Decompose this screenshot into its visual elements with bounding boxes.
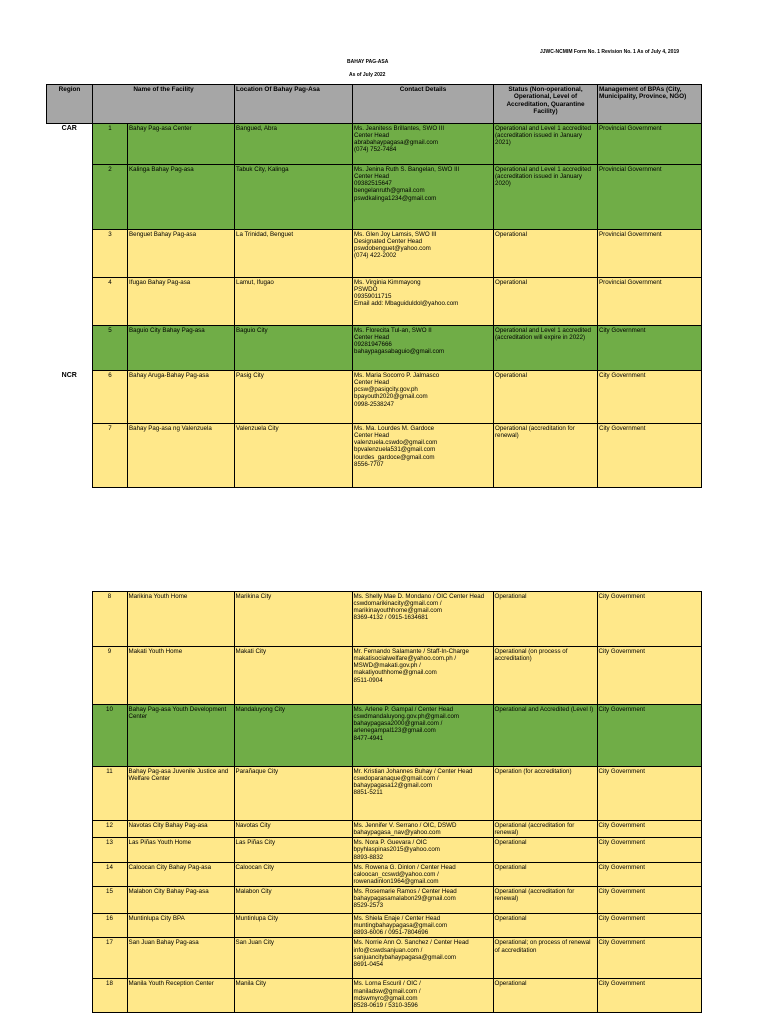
column-header-region: Region [47,85,93,124]
contact-details: Ms. Jeanitess Brillantes, SWO III Center Head abrabahaypagasa@gmail.com (074) 752-7484 [353,124,494,165]
facility-location: Tabuk City, Kalinga [235,165,353,230]
row-number: 12 [92,821,127,838]
table-row [47,371,702,424]
contact-details: Ms. Glen Joy Lamsis, SWO III Designated Center Head pswdobenguet@yahoo.com (074) 422-2002 [353,230,494,278]
row-number: 11 [92,767,127,821]
table-row [47,124,702,165]
management-type: City Government [597,592,701,647]
facility-status: Operational [493,914,597,938]
facility-status: Operational [493,862,597,886]
contact-details: Ms. Rowena G. Dinlon / Center Head caloocan_ccswd@yahoo.com / rowenadinlon1964@gmail.com [352,862,493,886]
region-cell [46,914,92,938]
contact-details: Ms. Virginia Kimmayong PSWDO 09359011715 Email add: Mbaguiduldol@yahoo.com [353,278,494,326]
table-row [47,230,702,278]
management-type: City Government [597,838,701,862]
facility-name: Benguet Bahay Pag-asa [128,230,235,278]
row-number: 2 [93,165,128,230]
facility-location: La Trinidad, Benguet [235,230,353,278]
management-type: Provincial Government [598,230,702,278]
management-type: Provincial Government [598,124,702,165]
table-row [47,326,702,371]
facility-location: Bangued, Abra [235,124,353,165]
column-header-name: Name of the Facility [93,85,235,124]
facility-status: Operational (accreditation for renewal) [494,424,598,488]
management-type: City Government [598,326,702,371]
row-number: 3 [93,230,128,278]
region-cell [46,938,92,979]
facility-status: Operational; on process of renewal of accreditation [493,938,597,979]
facility-location: Muntinlupa City [234,914,352,938]
table-row [46,821,701,838]
row-number: 17 [92,938,127,979]
table-row [46,938,701,979]
facility-status: Operational and Level 1 accredited (accreditation will expire in 2022) [494,326,598,371]
table-row [46,647,701,705]
region-cell [46,705,92,767]
facility-location: Mandaluyong City [234,705,352,767]
facility-location: Valenzuela City [235,424,353,488]
row-number: 16 [92,914,127,938]
region-cell [47,326,93,371]
facility-name: San Juan Bahay Pag-asa [127,938,234,979]
region-cell [46,767,92,821]
row-number: 5 [93,326,128,371]
region-cell [46,887,92,914]
management-type: City Government [597,914,701,938]
facility-name: Caloocan City Bahay Pag-asa [127,862,234,886]
row-number: 4 [93,278,128,326]
facility-status: Operational (on process of accreditation) [493,647,597,705]
facility-name: Makati Youth Home [127,647,234,705]
row-number: 14 [92,862,127,886]
facility-location: Parañaque City [234,767,352,821]
contact-details: Ms. Nora P. Guevara / OIC bpyhlaspinas2015@yahoo.com 8893-8832 [352,838,493,862]
table-row [46,838,701,862]
row-number: 13 [92,838,127,862]
facility-status: Operational [494,371,598,424]
management-type: City Government [597,647,701,705]
management-type: Provincial Government [598,165,702,230]
facility-name: Baguio City Bahay Pag-asa [128,326,235,371]
region-cell [46,838,92,862]
row-number: 8 [92,592,127,647]
row-number: 15 [92,887,127,914]
form-reference: JJWC-NCMIM Form No. 1 Revision No. 1 As of July 4, 2019 [540,49,680,55]
contact-details: Ms. Arlene P. Gampal / Center Head cswdmandaluyong.gov.ph@gmail.com bahaypagasa2000@gmail.com / arlenegampal123@gmail.com 8477-4941 [352,705,493,767]
facility-status: Operational (accreditation for renewal) [493,887,597,914]
facility-location: Lamut, Ifugao [235,278,353,326]
management-type: Provincial Government [598,278,702,326]
region-cell [46,592,92,647]
management-type: City Government [597,821,701,838]
contact-details: Ms. Shelly Mae D. Mondano / OIC Center Head cswdomarikinacity@gmail.com / marikinayouthhome@gmail.com 8369-4132 / 0915-1634681 [352,592,493,647]
row-number: 10 [92,705,127,767]
facility-status: Operational (accreditation for renewal) [493,821,597,838]
contact-details: Ms. Lorna Escuril / OIC / maniladsw@gmail.com / mdswmyrc@gmail.com 8528-0619 / 5310-3596 [352,979,493,1013]
management-type: City Government [597,862,701,886]
facility-status: Operational [494,230,598,278]
column-header-management: Management of BPAs (City, Municipality, Province, NGO) [598,85,702,124]
region-cell [47,424,93,488]
row-number: 18 [92,979,127,1013]
management-type: City Government [597,705,701,767]
facility-name: Kalinga Bahay Pag-asa [128,165,235,230]
facility-location: Navotas City [234,821,352,838]
region-cell [47,165,93,230]
facility-status: Operational and Level 1 accredited (accreditation issued in January 2020) [494,165,598,230]
region-cell: CAR [47,124,93,165]
row-number: 7 [93,424,128,488]
region-cell [46,862,92,886]
facility-location: Baguio City [235,326,353,371]
table-row [46,767,701,821]
document-title: BAHAY PAG-ASA [347,59,389,65]
management-type: City Government [597,938,701,979]
column-header-location: Location Of Bahay Pag-Asa [235,85,353,124]
facility-location: Malabon City [234,887,352,914]
facility-name: Malabon City Bahay Pag-asa [127,887,234,914]
facility-name: Las Piñas Youth Home [127,838,234,862]
facility-name: Bahay Aruga-Bahay Pag-asa [128,371,235,424]
facility-status: Operational [493,838,597,862]
facility-status: Operational and Level 1 accredited (accreditation issued in January 2021) [494,124,598,165]
table-row [46,592,701,647]
facility-name: Muntinlupa City BPA [127,914,234,938]
management-type: City Government [597,887,701,914]
row-number: 6 [93,371,128,424]
contact-details: Ms. Maria Socorro P. Jalmasco Center Head pcsw@pasigcity.gov.ph bpayouth2020@gmail.com 0998-2538247 [353,371,494,424]
facility-name: Bahay Pag-asa ng Valenzuela [128,424,235,488]
facility-status: Operational [493,592,597,647]
contact-details: Mr. Kristian Johannes Buhay / Center Head cswdoparanaque@gmail.com / bahaypagasa12@gmail.com 8851-5211 [352,767,493,821]
facility-table-part-2 [46,591,702,1013]
facility-location: Las Piñas City [234,838,352,862]
facility-location: Manila City [234,979,352,1013]
table-row [47,278,702,326]
facility-name: Marikina Youth Home [127,592,234,647]
facility-name: Ifugao Bahay Pag-asa [128,278,235,326]
table-block-2 [46,591,702,1013]
contact-details: Ms. Jenina Ruth S. Bangelan, SWO III Center Head 09382515647 bengelanruth@gmail.com pswdkalinga1234@gmail.com [353,165,494,230]
as-of-date: As of July 2022 [349,72,386,78]
contact-details: Ms. Ma. Lourdes M. Gardoce Center Head valenzuela.cswdo@gmail.com bpvalenzuela531@gmail.com lourdes_gardoce@gmail.com 8556-7707 [353,424,494,488]
facility-location: Makati City [234,647,352,705]
table-row [47,165,702,230]
facility-status: Operation (for accreditation) [493,767,597,821]
table-row [47,424,702,488]
management-type: City Government [598,424,702,488]
region-cell [47,230,93,278]
region-cell: NCR [47,371,93,424]
contact-details: Mr. Fernando Salamante / Staff-In-Charge makatisocialwelfare@yahoo.com.ph / MSWD@makati.gov.ph / makatiyouthhome@gmail.com 8511-0904 [352,647,493,705]
facility-location: Marikina City [234,592,352,647]
column-header-contact: Contact Details [353,85,494,124]
table-block-1 [46,84,702,488]
facility-location: Pasig City [235,371,353,424]
facility-table-part-1 [46,84,702,488]
table-row [46,979,701,1013]
region-cell [46,979,92,1013]
facility-status: Operational and Accredited (Level I) [493,705,597,767]
row-number: 1 [93,124,128,165]
facility-status: Operational [493,979,597,1013]
management-type: City Government [597,979,701,1013]
management-type: City Government [598,371,702,424]
table-row [46,705,701,767]
contact-details: Ms. Florecita Tul-an, SWO II Center Head 09281947666 bahaypagasabaguio@gmail.com [353,326,494,371]
region-cell [46,821,92,838]
table-row [46,914,701,938]
facility-name: Navotas City Bahay Pag-asa [127,821,234,838]
facility-location: San Juan City [234,938,352,979]
row-number: 9 [92,647,127,705]
facility-status: Operational [494,278,598,326]
facility-name: Bahay Pag-asa Center [128,124,235,165]
column-header-status: Status (Non-operational, Operational, Level of Accreditation, Quarantine Facility) [494,85,598,124]
region-cell [46,647,92,705]
table-row [46,887,701,914]
table-row [46,862,701,886]
region-cell [47,278,93,326]
contact-details: Ms. Norrie Ann O. Sanchez / Center Head info@cswdsanjuan.com / sanjuancitybahaypagasa@gmail.com 8691-0454 [352,938,493,979]
contact-details: Ms. Rosemarie Ramos / Center Head bahaypagasamalabon29@gmail.com 8529-2573 [352,887,493,914]
management-type: City Government [597,767,701,821]
contact-details: Ms. Jennifer V. Serrano / OIC, DSWD bahaypagasa_nav@yahoo.com [352,821,493,838]
facility-name: Manila Youth Reception Center [127,979,234,1013]
facility-name: Bahay Pag-asa Youth Development Center [127,705,234,767]
facility-location: Caloocan City [234,862,352,886]
contact-details: Ms. Shiela Enaje / Center Head muntingbahaypagasa@gmail.com 8893-6006 / 0951-7804696 [352,914,493,938]
facility-name: Bahay Pag-asa Juvenile Justice and Welfare Center [127,767,234,821]
